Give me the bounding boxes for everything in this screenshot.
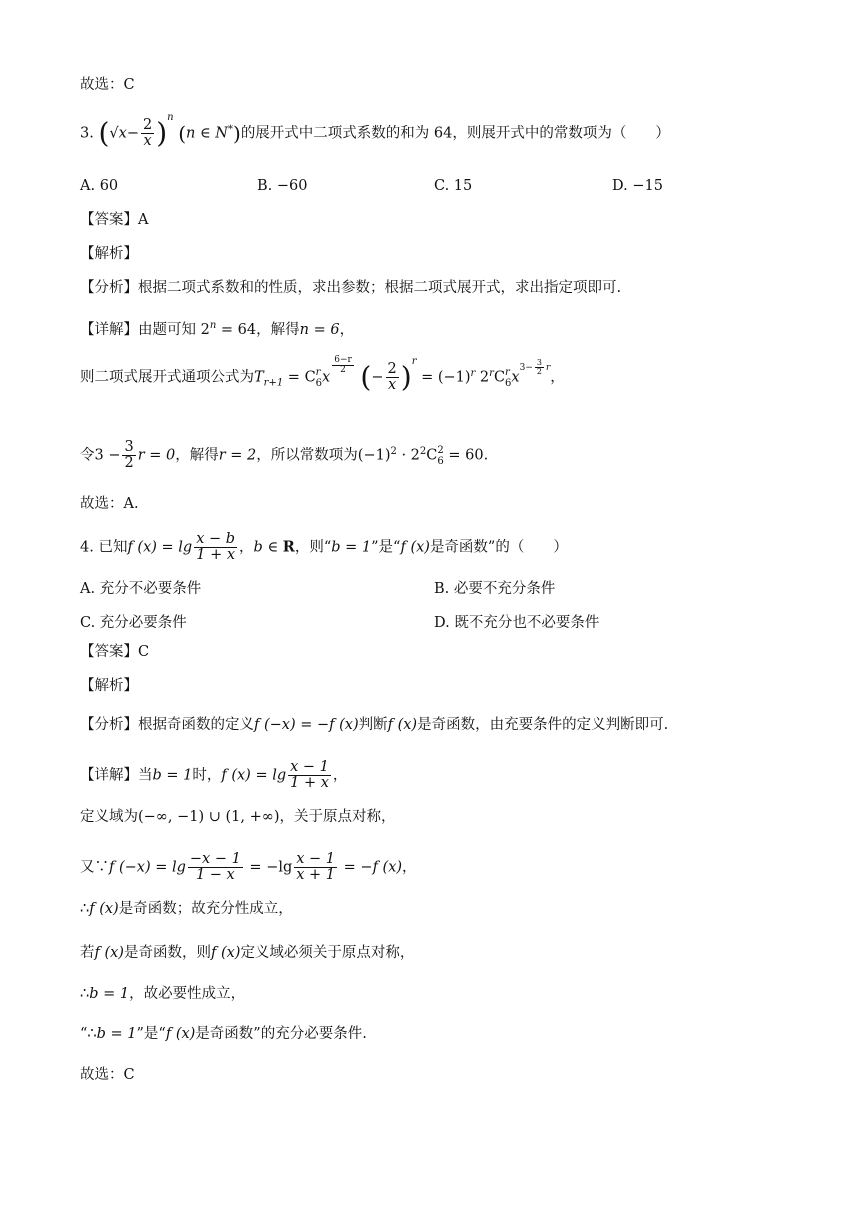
ruo-fx2: f (x) bbox=[210, 945, 241, 961]
tong-end: ， bbox=[550, 369, 565, 386]
q3-number: 3. bbox=[80, 125, 94, 142]
q4-frac-den: 1 + x bbox=[196, 547, 236, 564]
C2: C bbox=[493, 369, 506, 386]
two-r-sup: r bbox=[489, 367, 494, 379]
q4-stem2: ，则“ bbox=[294, 539, 332, 556]
frac-num: 2 bbox=[387, 361, 397, 377]
you-prefix: 又∵ bbox=[80, 859, 109, 876]
exp-num: 6−r bbox=[334, 354, 352, 365]
frac-2-over-x bbox=[386, 362, 399, 393]
x2-exp-r: r bbox=[545, 362, 551, 373]
q4-option-b: B. 必要不充分条件 bbox=[434, 581, 556, 597]
q4-fenxi bbox=[80, 718, 668, 733]
exp-den: 2 bbox=[340, 365, 346, 376]
xj-b1: b = 1 bbox=[152, 767, 193, 784]
q3-answer: 【答案】A bbox=[80, 212, 149, 228]
sqrt-x: √x bbox=[109, 125, 127, 142]
tong-prefix: 则二项式展开式通项公式为 bbox=[80, 369, 254, 386]
x2: x bbox=[511, 369, 520, 386]
xj-eq1-sup: n bbox=[209, 320, 217, 332]
ruo-prefix: 若 bbox=[80, 945, 95, 961]
ling-end: . bbox=[483, 447, 489, 464]
T-sub: r+1 bbox=[263, 377, 284, 389]
ling-val-sup: 2 bbox=[390, 445, 397, 457]
paren-close: ) bbox=[233, 121, 241, 146]
x2-exp-den: 2 bbox=[536, 366, 542, 376]
xj-eq1-rest: = 64 bbox=[216, 322, 257, 338]
q3-option-a: A. 60 bbox=[80, 178, 119, 194]
q4-answer: 【答案】C bbox=[80, 644, 150, 660]
q4-number: 4. bbox=[80, 539, 94, 556]
C2-sup: r bbox=[505, 366, 510, 378]
q4-conclusion bbox=[80, 1027, 367, 1042]
fenxi-rest: 是奇函数，由充要条件的定义判断即可. bbox=[417, 717, 669, 733]
q3-tongxiang bbox=[80, 354, 565, 394]
q3-stem-text: 的展开式中二项式系数的和为 64，则展开式中的常数项为（ ） bbox=[240, 125, 670, 142]
you-f: f (−x) = lg bbox=[109, 859, 186, 876]
domain-prefix: 定义域为 bbox=[80, 809, 138, 825]
ling-3: 3 − bbox=[94, 447, 121, 464]
q4-xiangjie bbox=[80, 760, 347, 791]
q3-xiangjie bbox=[80, 320, 355, 338]
q4-stem3: ”是“ bbox=[371, 539, 401, 556]
choice-line-prev bbox=[80, 78, 135, 93]
q4-you bbox=[80, 852, 417, 883]
q4-analysis: 【解析】 bbox=[80, 678, 138, 694]
paren-open: ( bbox=[178, 121, 187, 146]
ling-prefix: 令 bbox=[80, 447, 95, 464]
xj-mid: ，解得 bbox=[256, 322, 300, 338]
ruo-mid: 是奇函数，则 bbox=[123, 945, 211, 961]
xj-end: ， bbox=[332, 767, 348, 784]
x2-exp-num: 3 bbox=[536, 357, 542, 367]
ruo-fx: f (x) bbox=[94, 945, 124, 961]
you-mid: = −lg bbox=[244, 859, 293, 876]
q4-domain bbox=[80, 810, 396, 825]
paren-open: ( bbox=[98, 116, 110, 150]
you-num2: x − 1 bbox=[296, 851, 336, 867]
C2-sub: 6 bbox=[505, 377, 512, 389]
fenxi-prefix: 【分析】根据奇函数的定义 bbox=[80, 717, 254, 733]
q4-stem bbox=[80, 532, 568, 563]
exp-frac bbox=[332, 356, 354, 376]
q4-stem4: 是奇函数”的（ ） bbox=[429, 539, 568, 556]
xj-mid: 时， bbox=[192, 767, 222, 784]
q4-choice: 故选：C bbox=[80, 1067, 135, 1083]
so1-fx: f (x) bbox=[89, 901, 119, 917]
xj-num: x − 1 bbox=[290, 759, 329, 775]
neg-one: = (−1) bbox=[421, 369, 471, 386]
xj-prefix: 【详解】当 bbox=[80, 767, 153, 784]
frac-num: 2 bbox=[142, 117, 153, 133]
C-sub: 6 bbox=[315, 377, 323, 389]
q4-option-c: C. 充分必要条件 bbox=[80, 615, 187, 631]
you-frac1 bbox=[188, 852, 243, 883]
q3-fenxi: 【分析】根据二项式系数和的性质，求出参数；根据二项式展开式，求出指定项即可. bbox=[80, 280, 622, 296]
comma: ， bbox=[239, 539, 254, 556]
ling-mid: ，解得 bbox=[175, 447, 219, 464]
paren-close: ) bbox=[156, 116, 168, 150]
q4-frac bbox=[194, 532, 237, 563]
so1-rest: 是奇函数；故充分性成立， bbox=[118, 901, 293, 917]
ling-r2: r = 2 bbox=[218, 447, 257, 464]
paren-open: ( bbox=[360, 360, 372, 394]
you-den1: 1 − x bbox=[195, 867, 235, 884]
minus-sign: − bbox=[126, 125, 139, 142]
b-eq-1: b = 1 bbox=[331, 539, 372, 556]
q4-ruo bbox=[80, 946, 414, 961]
ling-dot: · 2 bbox=[396, 447, 420, 464]
q4-stem1: 已知 bbox=[98, 539, 128, 556]
x2-exp bbox=[519, 357, 551, 376]
T-symbol: T bbox=[254, 369, 264, 386]
concl-rest: 是奇函数”的充分必要条件. bbox=[195, 1026, 367, 1042]
x-symbol: x bbox=[322, 369, 331, 386]
r-sup: r bbox=[470, 367, 476, 379]
fx: f (x) bbox=[400, 539, 430, 556]
q3-stem bbox=[80, 111, 670, 150]
ling-C-sub: 6 bbox=[437, 455, 444, 467]
star: * bbox=[228, 123, 233, 135]
xj-eq2: n = 6 bbox=[299, 322, 340, 338]
ling-num: 3 bbox=[124, 439, 134, 455]
q4-option-d: D. 既不充分也不必要条件 bbox=[434, 615, 600, 631]
condition: n ∈ N bbox=[186, 125, 228, 142]
ling-eq: = 60 bbox=[443, 447, 484, 464]
fenxi-mid: 判断 bbox=[358, 717, 388, 733]
fenxi-fx: f (x) bbox=[387, 717, 418, 733]
xj-f: f (x) = lg bbox=[221, 767, 287, 784]
frac-den: x bbox=[388, 377, 397, 394]
fraction-2-over-x bbox=[141, 118, 154, 149]
you-frac2 bbox=[294, 852, 337, 883]
you-rest: = −f (x) bbox=[339, 859, 403, 876]
C-sup: r bbox=[315, 366, 321, 378]
eq-C: = C bbox=[283, 369, 316, 386]
concl-q1: “∴ bbox=[80, 1026, 97, 1042]
so2-prefix: ∴ bbox=[80, 986, 90, 1002]
q4-frac-num: x − b bbox=[196, 531, 236, 547]
so2-b: b = 1 bbox=[89, 986, 130, 1002]
ruo-rest: 定义域必须关于原点对称， bbox=[240, 945, 415, 961]
domain-rest: ，关于原点对称， bbox=[279, 809, 396, 825]
choice-text: 故选：C bbox=[80, 77, 135, 93]
you-den2: x + 1 bbox=[296, 867, 336, 884]
fenxi-eq: f (−x) = −f (x) bbox=[254, 717, 359, 733]
xj-frac bbox=[288, 760, 331, 791]
q4-so1 bbox=[80, 902, 293, 917]
q4-option-a: A. 充分不必要条件 bbox=[80, 581, 202, 597]
ling-frac bbox=[122, 440, 135, 471]
you-num1: −x − 1 bbox=[189, 851, 241, 867]
minus: − bbox=[371, 369, 384, 386]
q3-option-d: D. −15 bbox=[612, 178, 663, 194]
you-end: ， bbox=[402, 859, 417, 876]
so2-rest: ，故必要性成立， bbox=[129, 986, 246, 1002]
concl-b: b = 1 bbox=[96, 1026, 137, 1042]
domain-val: (−∞, −1) ∪ (1, +∞) bbox=[138, 809, 280, 825]
ling-val: (−1) bbox=[357, 447, 391, 464]
q3-ling bbox=[80, 440, 488, 471]
ling-C: C bbox=[426, 447, 438, 464]
concl-fx: f (x) bbox=[165, 1026, 196, 1042]
q3-choice: 故选：A. bbox=[80, 496, 139, 512]
ling-den: 2 bbox=[124, 455, 134, 472]
xj-eq1: 2 bbox=[200, 322, 210, 338]
two-r: 2 bbox=[475, 369, 490, 386]
xj-den: 1 + x bbox=[290, 775, 329, 792]
x2-exp-base: 3− bbox=[519, 362, 533, 373]
xj-prefix: 【详解】由题可知 bbox=[80, 322, 196, 338]
exponent-n: n bbox=[167, 111, 174, 123]
r-exp: r bbox=[411, 355, 417, 367]
ling-mid2: ，所以常数项为 bbox=[256, 447, 358, 464]
paren-close: ) bbox=[400, 360, 412, 394]
q3-analysis: 【解析】 bbox=[80, 246, 138, 262]
xj-end: ， bbox=[339, 322, 355, 338]
ling-dot-sup: 2 bbox=[419, 445, 427, 457]
q3-option-b: B. −60 bbox=[257, 178, 308, 194]
so1-prefix: ∴ bbox=[80, 901, 90, 917]
R-symbol: R bbox=[282, 538, 295, 556]
concl-q2: ”是“ bbox=[136, 1026, 166, 1042]
frac-den: x bbox=[143, 133, 152, 150]
ling-C-sup: 2 bbox=[437, 444, 444, 456]
q4-f-def: f (x) = lg bbox=[127, 539, 193, 556]
b-in: b ∈ bbox=[253, 539, 283, 556]
ling-rest: r = 0 bbox=[137, 447, 176, 464]
x2-exp-frac bbox=[535, 359, 544, 377]
q4-so2 bbox=[80, 987, 245, 1002]
q3-option-c: C. 15 bbox=[434, 178, 473, 194]
